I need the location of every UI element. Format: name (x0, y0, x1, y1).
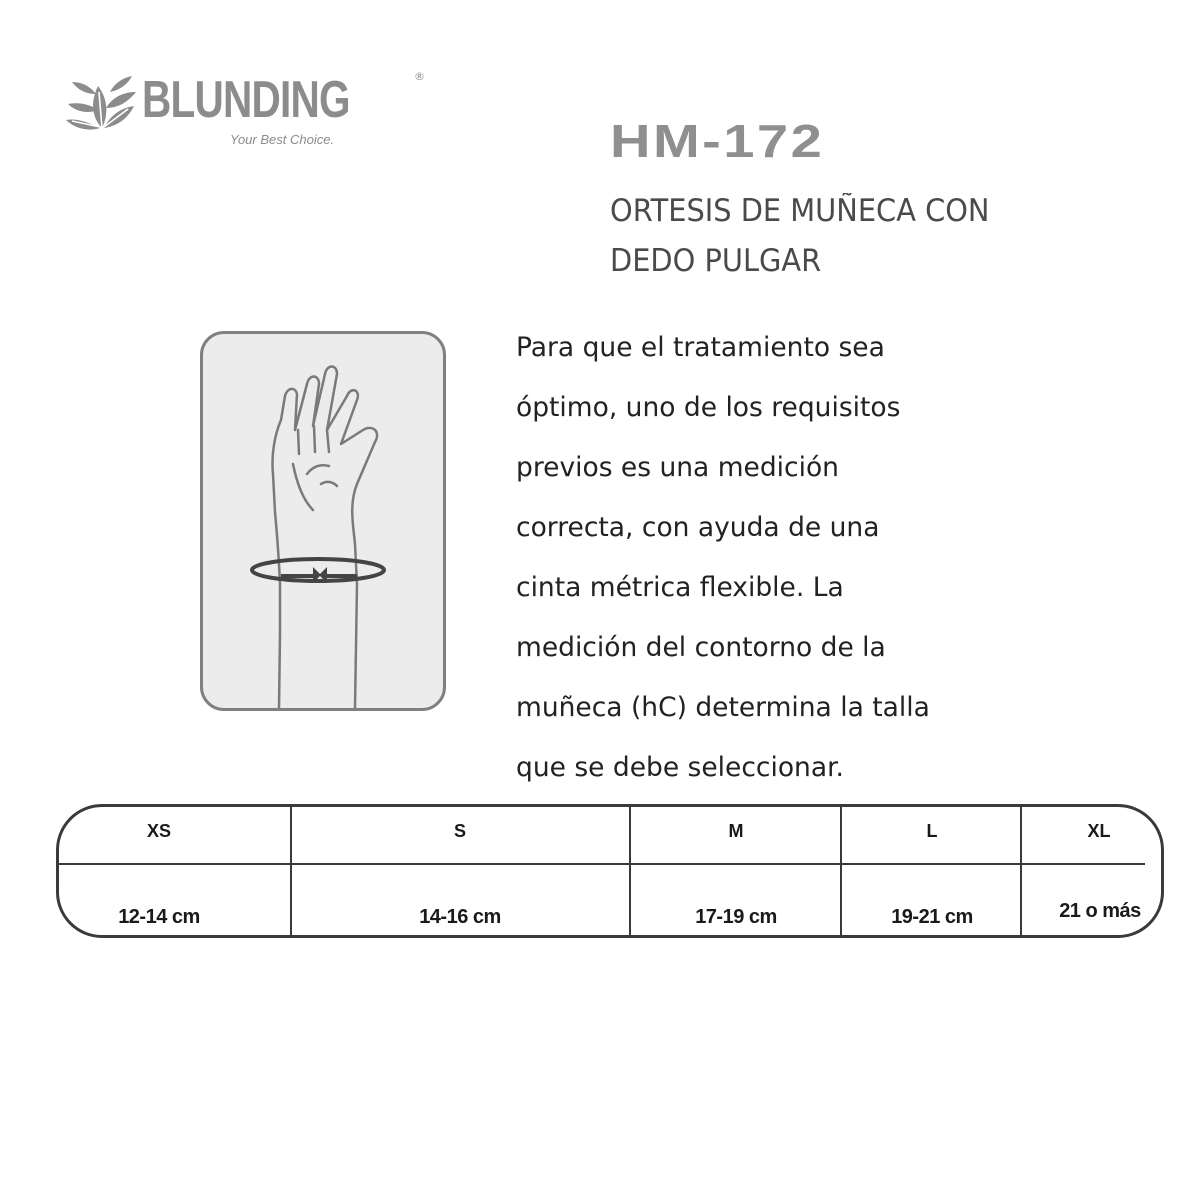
brand-name: BLUNDING (142, 71, 350, 129)
instruction-line: muñeca (hC) determina la talla (516, 692, 930, 723)
size-chart-table (56, 804, 1164, 938)
size-label-m: M (728, 821, 744, 841)
size-range-l: 19-21 cm (891, 906, 973, 928)
instruction-line: Para que el tratamiento sea (516, 332, 885, 363)
size-label-l: L (926, 821, 938, 841)
size-label-xl: XL (1087, 821, 1111, 841)
brand-tagline: Your Best Choice. (230, 132, 335, 147)
size-range-s: 14-16 cm (419, 906, 501, 928)
size-range-xl: 21 o más (1059, 900, 1141, 922)
instruction-line: medición del contorno de la (516, 632, 886, 663)
instruction-line: cinta métrica flexible. La (516, 572, 844, 603)
product-model: HM-172 (610, 115, 825, 167)
instruction-line: previos es una medición (516, 452, 839, 483)
size-range-xs: 12-14 cm (118, 906, 200, 928)
product-title-line-1: ORTESIS DE MUÑECA CON (610, 193, 990, 229)
size-range-row (59, 864, 1161, 935)
product-title-line-2: DEDO PULGAR (610, 243, 822, 279)
size-header-row (59, 807, 1161, 864)
brand-logo (62, 68, 425, 158)
hand-wrist-measure-icon (203, 334, 443, 708)
size-range-m: 17-19 cm (695, 906, 777, 928)
registered-mark: ® (414, 70, 425, 83)
size-label-xs: XS (146, 821, 171, 841)
size-label-s: S (453, 821, 466, 841)
measurement-illustration (200, 331, 446, 711)
instruction-line: óptimo, uno de los requisitos (516, 392, 901, 423)
product-title (610, 186, 1056, 286)
measurement-instructions (516, 318, 1076, 798)
leaf-logo-icon (62, 72, 140, 136)
instruction-line: que se debe seleccionar. (516, 752, 844, 783)
instruction-line: correcta, con ayuda de una (516, 512, 880, 543)
